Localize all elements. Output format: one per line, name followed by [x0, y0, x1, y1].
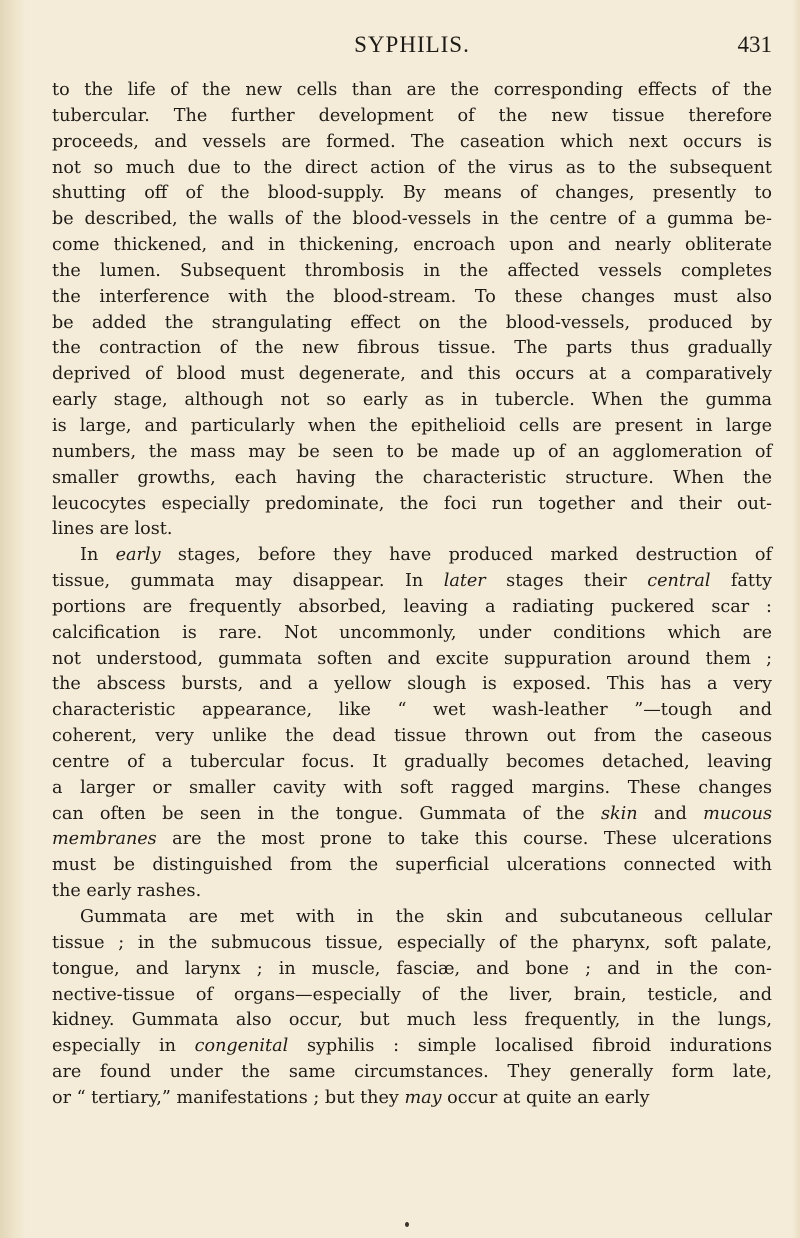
body-text [52, 78, 772, 1112]
text-line [52, 285, 772, 311]
text-run: numbers, the mass may be seen to be made up of an agglomeration of [52, 441, 772, 462]
text-line [52, 233, 772, 259]
text-line [52, 388, 772, 414]
text-run: not understood, gummata soften and excite suppuration around them ; [52, 648, 772, 669]
text-run: the abscess bursts, and a yellow slough is exposed. This has a very [52, 674, 772, 695]
text-run: be added the strangulating effect on the blood-vessels, produced by [52, 312, 772, 333]
text-run: be described, the walls of the blood-vessels in the centre of a gumma be- [52, 209, 772, 230]
text-line [52, 957, 772, 983]
text-run: proceeds, and vessels are formed. The caseation which next occurs is [52, 131, 772, 152]
italic-phrase: may [404, 1087, 442, 1108]
text-run: a larger or smaller cavity with soft ragged margins. These changes [52, 777, 772, 798]
italic-phrase: later [443, 571, 486, 592]
text-run: leucocytes especially predominate, the foci run together and their out- [52, 493, 772, 514]
text-line [52, 1034, 772, 1060]
text-run: can often be seen in the tongue. Gummata of the [52, 803, 601, 824]
text-run: to the life of the new cells than are the corresponding effects of the [52, 80, 772, 100]
text-line [52, 181, 772, 207]
text-run: stages their [485, 571, 648, 592]
text-run: portions are frequently absorbed, leaving a radiating puckered scar : [52, 596, 772, 617]
text-run: and [637, 803, 704, 824]
text-line [52, 776, 772, 802]
text-line [52, 311, 772, 337]
text-run: tubercular. The further development of the new tissue therefore [52, 105, 772, 126]
text-run: tissue ; in the submucous tissue, especially of the pharynx, soft palate, [52, 932, 772, 953]
printer-mark [405, 1222, 409, 1227]
text-line [52, 879, 772, 905]
text-line [52, 440, 772, 466]
page-number: 431 [737, 32, 772, 57]
text-run: the early rashes. [52, 881, 202, 902]
text-line [52, 1086, 772, 1112]
text-line [52, 1008, 772, 1034]
text-line [52, 724, 772, 750]
text-run: the interference with the blood-stream. To these changes must also [52, 286, 772, 307]
running-head: SYPHILIS. [354, 32, 470, 57]
text-run: the lumen. Subsequent thrombosis in the affected vessels completes [52, 260, 772, 281]
text-run: centre of a tubercular focus. It gradually becomes detached, leaving [52, 751, 772, 772]
text-run: not so much due to the direct action of the virus as to the subsequent [52, 157, 772, 178]
text-run: stages, before they have produced marked destruction of [160, 545, 773, 566]
text-line [52, 827, 772, 853]
text-run: fatty [710, 571, 772, 592]
text-line [52, 130, 772, 156]
italic-phrase: membranes [52, 829, 157, 850]
text-run: deprived of blood must degenerate, and this occurs at a comparatively [52, 364, 772, 385]
text-run: occur at quite an early [441, 1087, 650, 1108]
text-line [52, 156, 772, 182]
text-run: are found under the same circumstances. They generally form late, [52, 1062, 772, 1083]
text-run: is large, and particularly when the epithelioid cells are present in large [52, 415, 772, 436]
text-run: coherent, very unlike the dead tissue thrown out from the caseous [52, 726, 772, 747]
text-run: lines are lost. [52, 519, 173, 540]
text-line [52, 698, 772, 724]
text-run: especially in [52, 1036, 195, 1057]
text-run: the contraction of the new fibrous tissue. The parts thus gradually [52, 338, 772, 359]
text-line [52, 466, 772, 492]
text-line [52, 647, 772, 673]
text-run: nective-tissue of organs—especially of the liver, brain, testicle, and [52, 984, 772, 1005]
italic-phrase: early [115, 545, 161, 566]
text-line [52, 362, 772, 388]
text-run: kidney. Gummata also occur, but much less frequently, in the lungs, [52, 1010, 772, 1031]
italic-phrase: congenital [194, 1036, 289, 1057]
text-line [52, 259, 772, 285]
text-line [52, 802, 772, 828]
text-run: shutting off of the blood-supply. By means of changes, presently to [52, 183, 772, 204]
text-run: come thickened, and in thickening, encroach upon and nearly obliterate [52, 235, 772, 256]
text-line [52, 621, 772, 647]
text-run: calcification is rare. Not uncommonly, under conditions which are [52, 622, 772, 643]
text-line [52, 207, 772, 233]
text-line [52, 983, 772, 1009]
text-run: early stage, although not so early as in tubercle. When the gumma [52, 390, 772, 411]
page-header [52, 32, 772, 60]
text-line [52, 750, 772, 776]
text-run: tongue, and larynx ; in muscle, fasciæ, and bone ; and in the con- [52, 958, 772, 979]
text-line [52, 492, 772, 518]
text-run: In [80, 545, 116, 566]
text-line [52, 853, 772, 879]
text-line [52, 414, 772, 440]
text-line [52, 543, 772, 569]
text-run: must be distinguished from the superficial ulcerations connected with [52, 855, 772, 876]
page-edge-shadow [792, 0, 800, 1238]
page-gutter-shadow [0, 0, 26, 1238]
text-line [52, 336, 772, 362]
text-line [52, 78, 772, 104]
text-line [52, 595, 772, 621]
text-line [52, 1060, 772, 1086]
italic-phrase: central [647, 571, 711, 592]
text-line [52, 672, 772, 698]
text-run: Gummata are met with in the skin and subcutaneous cellular [80, 907, 772, 927]
text-run: are the most prone to take this course. These ulcerations [156, 829, 772, 850]
text-run: syphilis : simple localised fibroid indurations [288, 1036, 772, 1057]
italic-phrase: skin [600, 803, 638, 824]
text-run: or “ tertiary,” manifestations ; but they [52, 1087, 405, 1108]
text-line [52, 905, 772, 931]
text-run: tissue, gummata may disappear. In [52, 571, 444, 592]
italic-phrase: mucous [703, 803, 772, 824]
text-run: smaller growths, each having the characteristic structure. When the [52, 467, 772, 488]
text-line [52, 569, 772, 595]
text-line [52, 104, 772, 130]
text-run: characteristic appearance, like “ wet wash-leather ”—tough and [52, 700, 772, 721]
text-line [52, 931, 772, 957]
text-line [52, 517, 772, 543]
